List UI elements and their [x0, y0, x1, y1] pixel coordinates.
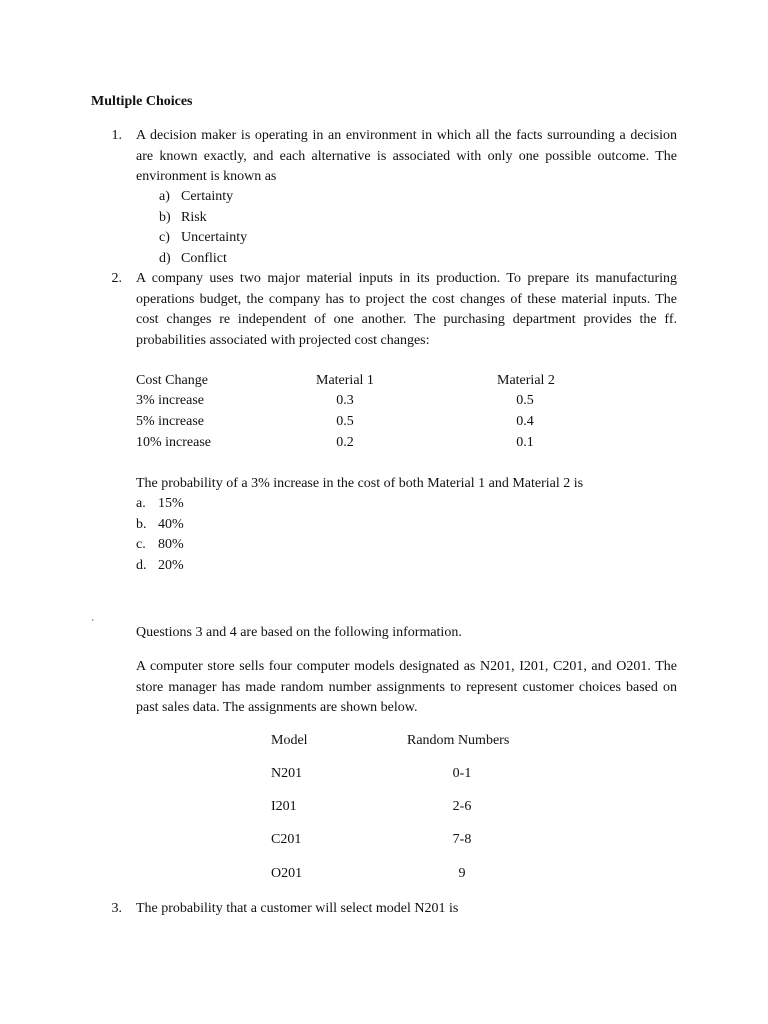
table-cell: 0.5 — [336, 414, 354, 429]
option-d: d. 20% — [136, 557, 184, 573]
question-3-number: 3. — [111, 901, 122, 916]
table-cell: 0.5 — [516, 393, 534, 408]
table-cell: 0-1 — [452, 766, 472, 781]
option-d: d) Conflict — [159, 250, 227, 266]
table-cell: 7-8 — [452, 832, 472, 847]
table-cell: C201 — [271, 832, 302, 847]
column-header: Material 2 — [497, 373, 555, 388]
table-cell: 3% increase — [136, 393, 205, 408]
table-cell: 0.1 — [516, 435, 534, 450]
option-a: a. 15% — [136, 496, 184, 511]
option-a: a) Certainty — [159, 189, 234, 204]
column-header: Random Numbers — [407, 733, 510, 748]
info-text: A computer store sells four computer models designated as N201, I201, C201, and O201. The store manager has made random number assignments to represent customer choices based on past sales data. The assignments are shown below. — [136, 659, 677, 715]
option-c: c) Uncertainty — [159, 230, 248, 245]
question-2-prompt: The probability of a 3% increase in the cost of both Material 1 and Material 2 is — [136, 476, 584, 491]
table-cell: 0.3 — [336, 393, 354, 408]
table-cell: N201 — [271, 766, 303, 781]
question-2-options — [136, 494, 184, 576]
table-cell: 0.4 — [516, 414, 534, 429]
option-b: b. 40% — [136, 516, 184, 532]
table-cell: 9 — [458, 866, 466, 881]
option-c: c. 80% — [136, 537, 184, 552]
stray-mark: ` — [91, 619, 95, 630]
question-3-text: The probability that a customer will select model N201 is — [136, 901, 459, 916]
question-1-text: A decision maker is operating in an environment in which all the facts surrounding a decision are known exactly, and each alternative is associated with only one possible outcome. The environment is known as — [136, 128, 677, 184]
column-header: Material 1 — [316, 373, 374, 388]
table-cell: 2-6 — [452, 799, 472, 814]
table-cell: I201 — [271, 799, 297, 814]
column-header: Cost Change — [136, 373, 208, 388]
table-cell: 10% increase — [136, 435, 212, 450]
question-1-options — [159, 187, 247, 269]
table-cell: O201 — [271, 866, 303, 881]
page-title: Multiple Choices — [91, 94, 193, 109]
column-header: Model — [271, 733, 308, 748]
table-cell: 0.2 — [336, 435, 354, 450]
table-cell: 5% increase — [136, 414, 205, 429]
question-2-text: A company uses two major material inputs in its production. To prepare its manufacturing operations budget, the company has to project the cost changes of these material inputs. The cost changes re independent of one another. The purchasing department provides the ff. probabilities associated with projected cost changes: — [136, 271, 677, 348]
info-intro: Questions 3 and 4 are based on the following information. — [136, 625, 462, 640]
option-b: b) Risk — [159, 209, 207, 225]
question-1-number: 1. — [111, 128, 122, 143]
question-2-number: 2. — [111, 271, 122, 286]
